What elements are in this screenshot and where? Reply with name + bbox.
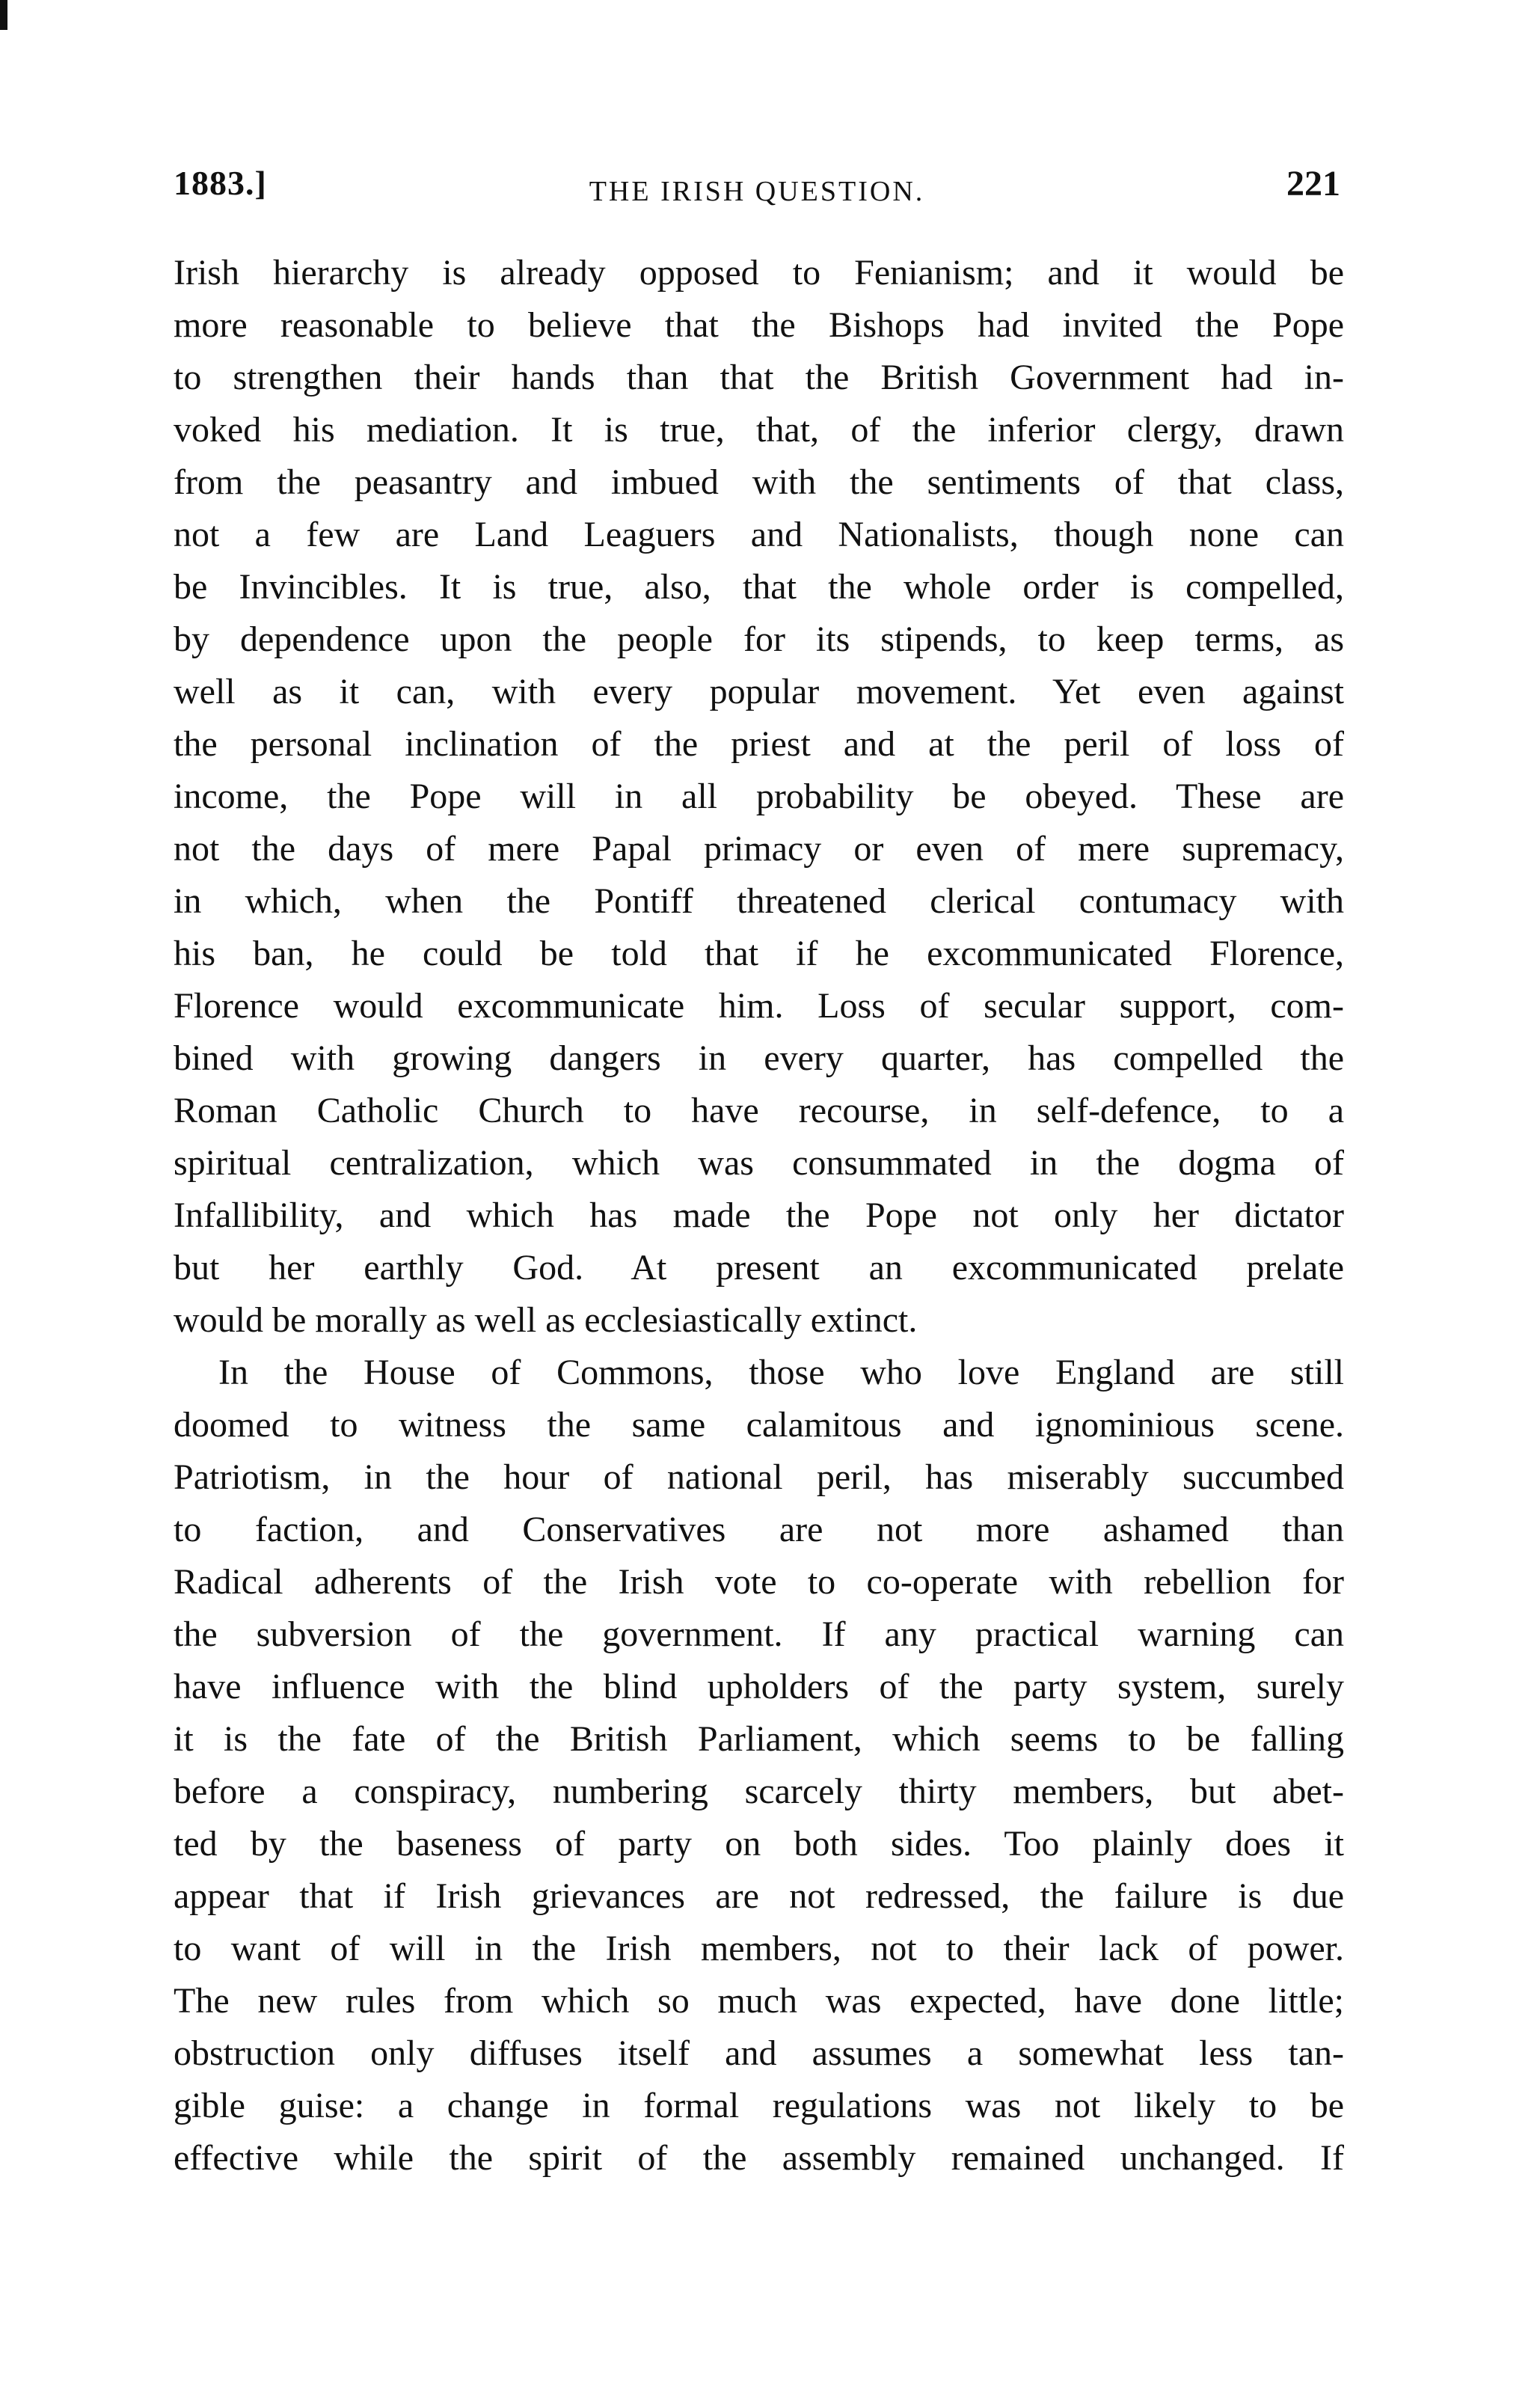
running-title: THE IRISH QUESTION. [589, 176, 925, 207]
text-line: in which, when the Pontiff threatened clerical contumacy with [174, 881, 1344, 921]
text-line: more reasonable to believe that the Bishops had invited the Pope [174, 305, 1344, 345]
text-line: before a conspiracy, numbering scarcely thirty members, but abet- [174, 1772, 1344, 1811]
paragraph-start-line: In the House of Commons, those who love England are still [218, 1353, 1344, 1392]
text-line: The new rules from which so much was expected, have done little; [174, 1981, 1344, 2021]
text-line: but her earthly God. At present an excommunicated prelate [174, 1248, 1344, 1288]
text-line: appear that if Irish grievances are not redressed, the failure is due [174, 1876, 1344, 1916]
text-line: Infallibility, and which has made the Pope not only her dictator [174, 1195, 1344, 1235]
text-line: obstruction only diffuses itself and assumes a somewhat less tan- [174, 2033, 1344, 2073]
text-line: it is the fate of the British Parliament, which seems to be falling [174, 1719, 1344, 1759]
text-line: well as it can, with every popular movement. Yet even against [174, 672, 1344, 711]
text-line: to faction, and Conservatives are not more ashamed than [174, 1510, 1344, 1549]
body-text [174, 247, 1344, 2185]
text-line: Florence would excommunicate him. Loss of secular support, com- [174, 986, 1344, 1026]
text-line: bined with growing dangers in every quarter, has compelled the [174, 1038, 1344, 1078]
text-line: Roman Catholic Church to have recourse, in self-defence, to a [174, 1091, 1344, 1130]
text-line: to strengthen their hands than that the British Government had in- [174, 358, 1344, 397]
text-line: Patriotism, in the hour of national peril, has miserably succumbed [174, 1457, 1344, 1497]
paragraph-end-line: would be morally as well as ecclesiastically extinct. [174, 1300, 918, 1340]
text-line: be Invincibles. It is true, also, that the whole order is compelled, [174, 567, 1344, 607]
text-line: doomed to witness the same calamitous and ignominious scene. [174, 1405, 1344, 1445]
text-line: gible guise: a change in formal regulations was not likely to be [174, 2086, 1344, 2125]
text-line: ted by the baseness of party on both sides. Too plainly does it [174, 1824, 1344, 1864]
text-line: Irish hierarchy is already opposed to Fenianism; and it would be [174, 253, 1344, 293]
text-line: spiritual centralization, which was consummated in the dogma of [174, 1143, 1344, 1183]
text-line: the personal inclination of the priest and at the peril of loss of [174, 724, 1344, 764]
text-line: by dependence upon the people for its stipends, to keep terms, as [174, 619, 1344, 659]
text-line: voked his mediation. It is true, that, of the inferior clergy, drawn [174, 410, 1344, 450]
text-line: to want of will in the Irish members, not to their lack of power. [174, 1929, 1344, 1968]
page-number: 221 [1286, 164, 1340, 203]
header-year: 1883.] [174, 164, 267, 202]
text-line: not a few are Land Leaguers and Nationalists, though none can [174, 515, 1344, 554]
text-line: the subversion of the government. If any practical warning can [174, 1614, 1344, 1654]
text-line: Radical adherents of the Irish vote to co-operate with rebellion for [174, 1562, 1344, 1602]
scan-edge-mark [0, 0, 7, 30]
text-line: income, the Pope will in all probability be obeyed. These are [174, 777, 1344, 816]
text-line: have influence with the blind upholders of the party system, surely [174, 1667, 1344, 1706]
running-header [174, 163, 1340, 215]
text-line: not the days of mere Papal primacy or even of mere supremacy, [174, 829, 1344, 869]
text-line: effective while the spirit of the assembly remained unchanged. If [174, 2138, 1344, 2178]
text-line: his ban, he could be told that if he excommunicated Florence, [174, 934, 1344, 973]
text-line: from the peasantry and imbued with the sentiments of that class, [174, 462, 1344, 502]
